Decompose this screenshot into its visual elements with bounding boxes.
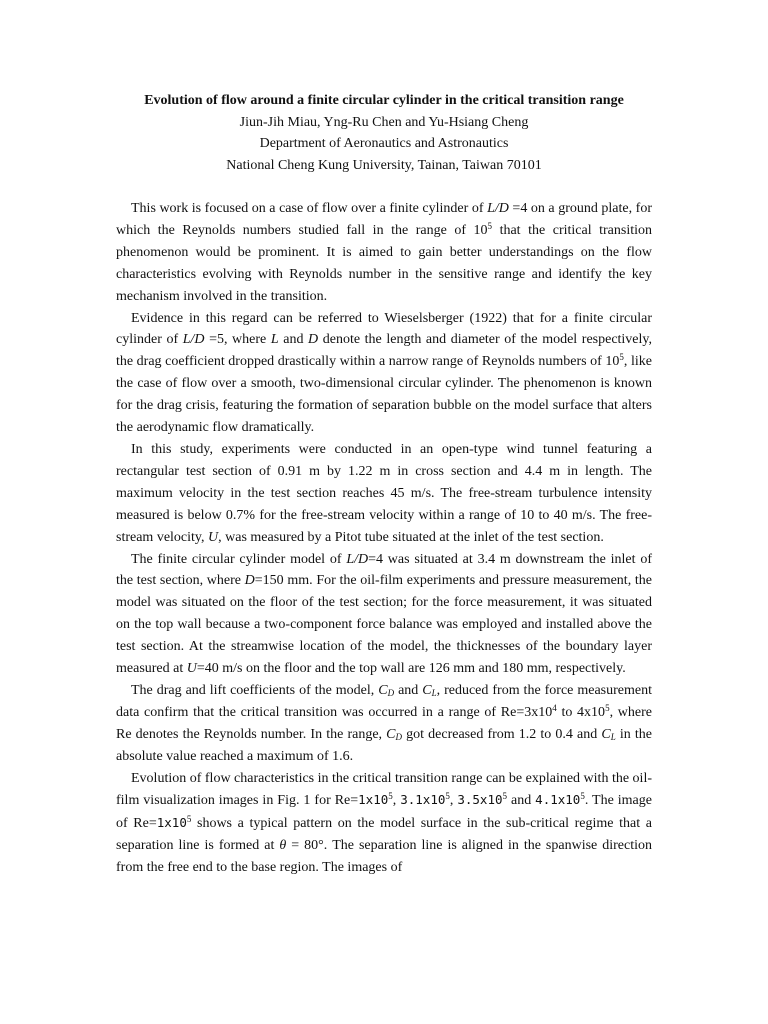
university-line: National Cheng Kung University, Tainan, Taiwan 70101: [226, 157, 542, 173]
paper-title: Evolution of flow around a finite circular cylinder in the critical transition range: [144, 93, 624, 108]
paragraph-5: The drag and lift coefficients of the model, $C_D$ and $C_L$, reduced from the force measurement data confirm that the critical transition was occurred in a range of $Re=3x10^4$ to $4x10^5$, where Re denotes the Reynolds number. In the range, $C_D$ got decreased from 1.2 to 0.4 and $C_L$ in the absolute value reached a maximum of 1.6.: [116, 682, 652, 764]
paper-header: [0, 90, 768, 176]
paragraph-2: Evidence in this regard can be referred to Wieselsberger (1922) that for a finite circular cylinder of L/D =5, where L and D denote the length and diameter of the model respectively, the drag coefficient dropped drastically within a narrow range of Reynolds numbers of $10^5$, like the case of flow over a smooth, two-dimensional circular cylinder. The phenomenon is known for the drag crisis, featuring the formation of separation bubble on the model surface that alters the aerodynamic flow dramatically.: [116, 310, 653, 436]
paragraph-3: In this study, experiments were conducted in an open-type wind tunnel featuring a rectangular test section of 0.91 m by 1.22 m in cross section and 4.4 m in length. The maximum velocity in the test section reaches 45 m/s. The free-stream turbulence intensity measured is below 0.7% for the free-stream velocity within a range of 10 to 40 m/s. The free-stream velocity, U, was measured by a Pitot tube situated at the inlet of the test section.: [116, 441, 652, 545]
paragraph-6: Evolution of flow characteristics in the critical transition range can be explained with the oil-film visualization images in Fig. 1 for $Re=1x10^5$, $3.1x10^5$, $3.5x10^5$ and $4.1x10^5$. The image of $Re=1x10^5$ shows a typical pattern on the model surface in the sub-critical regime that a separation line is formed at θ = 80°. The separation line is aligned in the spanwise direction from the free end to the base region. The images of: [116, 770, 652, 876]
author-list: Jiun-Jih Miau, Yng-Ru Chen and Yu-Hsiang Cheng: [239, 114, 529, 130]
department-line: Department of Aeronautics and Astronautics: [259, 136, 509, 151]
paragraph-1: This work is focused on a case of flow over a finite cylinder of L/D =4 on a ground plate, for which the Reynolds numbers studied fall in the range of $10^5$ that the critical transition phenomenon would be prominent. It is aimed to gain better understandings on the flow characteristics evolving with Reynolds number in the sensitive range and identify the key mechanism involved in the transition.: [116, 201, 653, 304]
paper-body: [116, 198, 652, 879]
paragraph-4: The finite circular cylinder model of L/D=4 was situated at 3.4 m downstream the inlet of the test section, where D=150 mm. For the oil-film experiments and pressure measurement, the model was situated on the floor of the test section; for the force measurement, it was situated on the top wall because a two-component force balance was employed and installed above the test section. At the streamwise location of the model, the thicknesses of the boundary layer measured at U=40 m/s on the floor and the top wall are 126 mm and 180 mm, respectively.: [116, 551, 652, 677]
